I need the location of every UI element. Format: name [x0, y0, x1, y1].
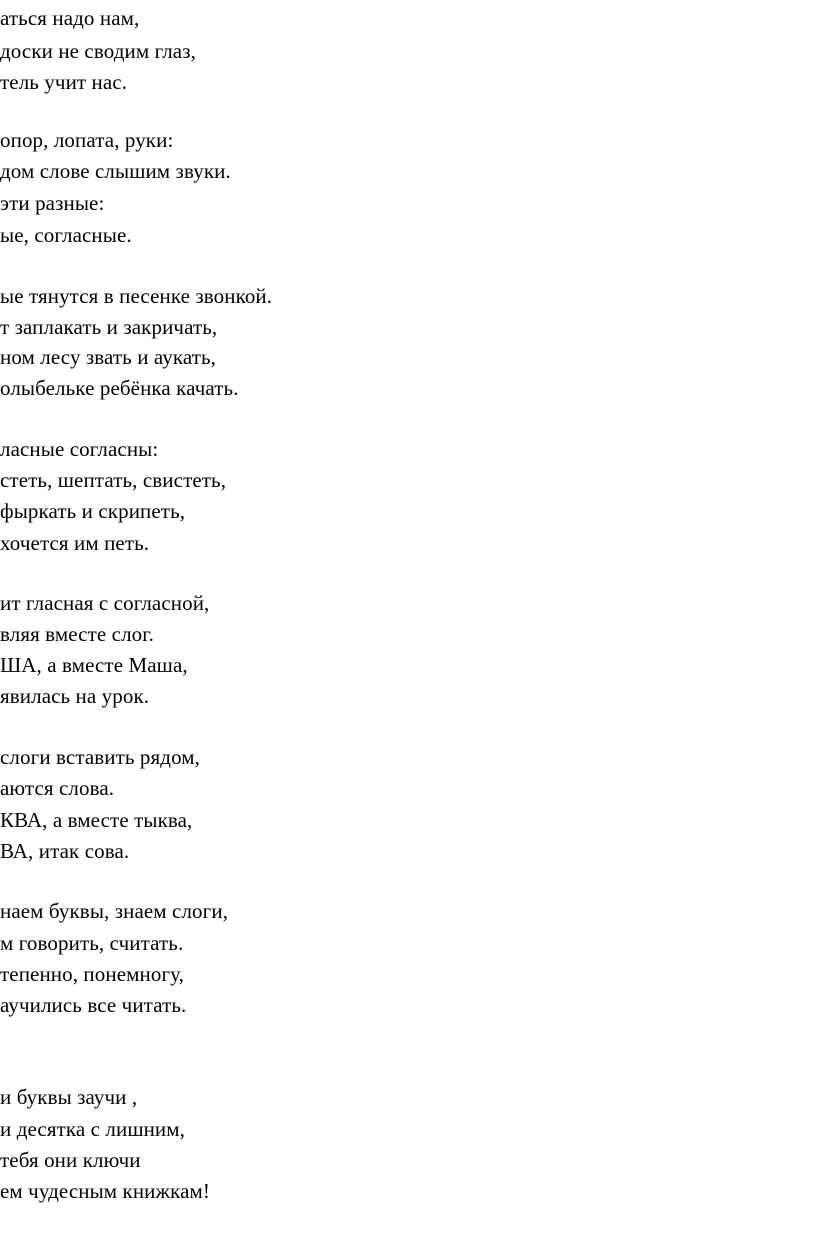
poem-line: вляя вместе слог.	[0, 622, 154, 646]
poem-line: наем буквы, знаем слоги,	[0, 899, 229, 923]
poem-line: слоги вставить рядом,	[0, 745, 201, 769]
poem-line: эти разные:	[0, 191, 105, 215]
poem-line: ем чудесным книжкам!	[0, 1179, 211, 1203]
poem-line: аться надо нам,	[0, 6, 140, 30]
poem-line: опор, лопата, руки:	[0, 128, 174, 152]
poem-line: олыбельке ребёнка качать.	[0, 376, 239, 400]
poem-line: ША, а вместе Маша,	[0, 653, 188, 677]
poem-line: ые тянутся в песенке звонкой.	[0, 284, 273, 308]
poem-line: ит гласная с согласной,	[0, 591, 210, 615]
poem-line: тепенно, понемногу,	[0, 962, 185, 986]
poem-line: т заплакать и закричать,	[0, 315, 218, 339]
poem-line: и буквы заучи ,	[0, 1085, 138, 1109]
poem-line: ВА, итак сова.	[0, 839, 130, 863]
poem-line: стеть, шептать, свистеть,	[0, 468, 227, 492]
poem-line: доски не сводим глаз,	[0, 39, 196, 63]
poem-line: ном лесу звать и аукать,	[0, 345, 217, 369]
poem-line: КВА, а вместе тыква,	[0, 808, 193, 832]
poem-line: ласные согласны:	[0, 437, 159, 461]
poem-line: тебя они ключи	[0, 1148, 141, 1172]
poem-line: тель учит нас.	[0, 70, 128, 94]
poem-line: аются слова.	[0, 776, 115, 800]
poem-line: и десятка с лишним,	[0, 1117, 186, 1141]
poem-line: явилась на урок.	[0, 684, 150, 708]
poem-line: м говорить, считать.	[0, 931, 184, 955]
poem-line: ые, согласные.	[0, 223, 132, 247]
poem-line: дом слове слышим звуки.	[0, 159, 231, 183]
poem-line: хочется им петь.	[0, 531, 150, 555]
poem-line: фыркать и скрипеть,	[0, 499, 186, 523]
poem-line: аучились все читать.	[0, 993, 187, 1017]
